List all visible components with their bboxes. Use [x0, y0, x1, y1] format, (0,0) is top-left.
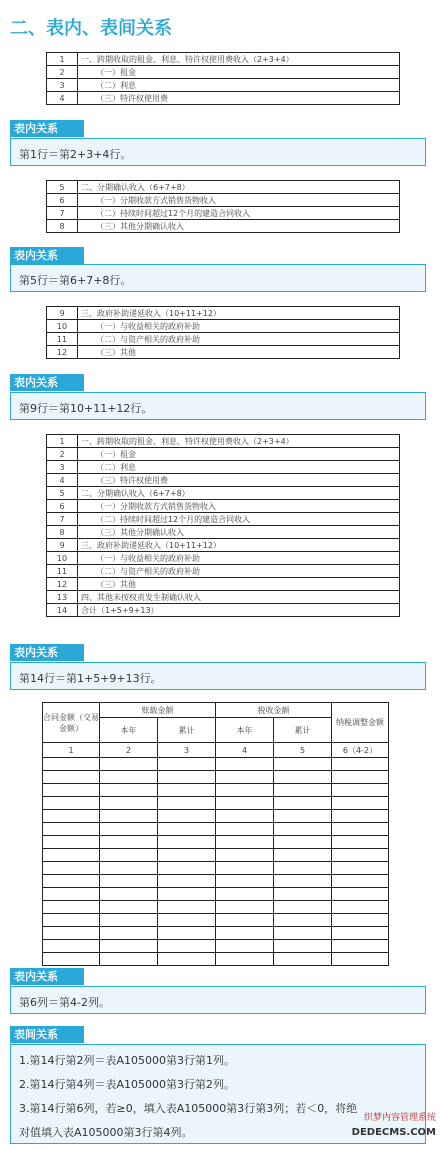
grid-cell: [158, 810, 216, 823]
grid-column-index: 5: [274, 743, 332, 758]
grid-body: [43, 758, 389, 966]
grid-cell: [216, 862, 274, 875]
row-label: 一、跨期收取的租金、利息、特许权使用费收入（2+3+4）: [78, 53, 400, 66]
grid-header-cumulative: 累计: [158, 718, 216, 743]
row-label: （三）其他分期确认收入: [78, 220, 400, 233]
inter-relation-line-3: 3.第14行第6列，若≥0，填入表A105000第3行第3列；若＜0，将绝: [19, 1102, 358, 1115]
grid-cell: [216, 849, 274, 862]
inter-relation-line-2: 2.第14行第4列＝表A105000第3行第2列。: [19, 1078, 236, 1091]
table-row: [47, 474, 400, 487]
table-row: [47, 565, 400, 578]
grid-cell: [100, 784, 158, 797]
table-row: [47, 513, 400, 526]
inter-relation-tag: 表间关系: [10, 1026, 84, 1043]
grid-blank-row: [43, 875, 389, 888]
grid-cell: [332, 888, 389, 901]
grid-cell: [216, 823, 274, 836]
row-number: 7: [47, 207, 78, 220]
table-row: [47, 66, 400, 79]
row-label: （二）持续时间超过12个月的建造合同收入: [78, 207, 400, 220]
row-number: 9: [47, 307, 78, 320]
grid-blank-row: [43, 914, 389, 927]
grid-header-book-amount: 账载金额: [100, 703, 216, 718]
line-items-table-1: [46, 52, 400, 105]
grid-cell: [274, 901, 332, 914]
row-label: （一）租金: [78, 66, 400, 79]
grid-cell: [332, 849, 389, 862]
grid-cell: [332, 953, 389, 966]
row-number: 6: [47, 194, 78, 207]
row-number: 8: [47, 220, 78, 233]
row-label: （三）其他分期确认收入: [78, 526, 400, 539]
table-row: [47, 578, 400, 591]
row-label: （二）持续时间超过12个月的建造合同收入: [78, 513, 400, 526]
grid-cell: [274, 914, 332, 927]
grid-index-row: [43, 743, 389, 758]
grid-cell: [216, 901, 274, 914]
table-row: [47, 526, 400, 539]
grid-cell: [158, 836, 216, 849]
row-label: 二、分期确认收入（6+7+8）: [78, 487, 400, 500]
grid-column-index: 4: [216, 743, 274, 758]
table-row: [47, 539, 400, 552]
grid-cell: [332, 927, 389, 940]
row-number: 1: [47, 435, 78, 448]
table-row: [47, 320, 400, 333]
table-row: [47, 591, 400, 604]
grid-cell: [100, 758, 158, 771]
grid-cell: [274, 875, 332, 888]
grid-cell: [100, 875, 158, 888]
table-row: [47, 604, 400, 617]
grid-cell: [43, 758, 100, 771]
row-number: 6: [47, 500, 78, 513]
grid-blank-row: [43, 784, 389, 797]
grid-cell: [332, 810, 389, 823]
relation-text: 第9行＝第10+11+12行。: [19, 402, 153, 415]
grid-cell: [100, 940, 158, 953]
grid-cell: [43, 862, 100, 875]
table-row: [47, 207, 400, 220]
table-row: [47, 220, 400, 233]
grid-cell: [158, 849, 216, 862]
grid-column-index: 2: [100, 743, 158, 758]
relation-text: 第5行＝第6+7+8行。: [19, 274, 132, 287]
relation-box: [10, 138, 426, 166]
grid-cell: [100, 810, 158, 823]
grid-cell: [43, 797, 100, 810]
grid-cell: [274, 797, 332, 810]
row-number: 10: [47, 320, 78, 333]
table-row: [47, 461, 400, 474]
grid-cell: [100, 927, 158, 940]
grid-cell: [274, 940, 332, 953]
row-number: 8: [47, 526, 78, 539]
row-label: （一）租金: [78, 448, 400, 461]
grid-blank-row: [43, 901, 389, 914]
row-number: 3: [47, 461, 78, 474]
grid-cell: [274, 823, 332, 836]
table-row: [47, 53, 400, 66]
grid-blank-row: [43, 849, 389, 862]
grid-cell: [332, 797, 389, 810]
grid-cell: [274, 888, 332, 901]
table-row: [47, 448, 400, 461]
row-number: 9: [47, 539, 78, 552]
grid-cell: [332, 901, 389, 914]
grid-cell: [332, 823, 389, 836]
row-number: 12: [47, 346, 78, 359]
relation-box: [10, 392, 426, 420]
grid-cell: [100, 914, 158, 927]
table-row: [47, 487, 400, 500]
table-row: [47, 181, 400, 194]
grid-cell: [274, 862, 332, 875]
table-row: [47, 194, 400, 207]
grid-column-index: 3: [158, 743, 216, 758]
grid-header-contract-amount: 合同金额（交易金额）: [43, 703, 100, 743]
grid-header-current-year: 本年: [216, 718, 274, 743]
grid-cell: [100, 823, 158, 836]
row-label: （二）利息: [78, 79, 400, 92]
watermark-line-2: DEDECMS.COM: [351, 1127, 436, 1138]
table-row: [47, 92, 400, 105]
line-items-table-combined: [46, 434, 400, 617]
grid-cell: [274, 810, 332, 823]
row-label: 合计（1+5+9+13）: [78, 604, 400, 617]
relation-tag: 表内关系: [10, 120, 84, 137]
row-number: 10: [47, 552, 78, 565]
row-number: 11: [47, 333, 78, 346]
grid-cell: [100, 888, 158, 901]
grid-cell: [100, 953, 158, 966]
grid-cell: [158, 862, 216, 875]
grid-cell: [43, 823, 100, 836]
grid-cell: [43, 836, 100, 849]
grid-cell: [158, 953, 216, 966]
row-label: 三、政府补助递延收入（10+11+12）: [78, 539, 400, 552]
grid-column-index: 1: [43, 743, 100, 758]
grid-cell: [332, 784, 389, 797]
grid-cell: [43, 914, 100, 927]
row-number: 3: [47, 79, 78, 92]
grid-cell: [43, 953, 100, 966]
row-label: （三）其他: [78, 578, 400, 591]
grid-cell: [43, 771, 100, 784]
grid-cell: [216, 771, 274, 784]
row-number: 5: [47, 487, 78, 500]
grid-blank-row: [43, 953, 389, 966]
row-label: （一）与收益相关的政府补助: [78, 552, 400, 565]
table-row: [47, 500, 400, 513]
grid-cell: [332, 875, 389, 888]
grid-blank-row: [43, 823, 389, 836]
grid-cell: [216, 875, 274, 888]
relation-tag: 表内关系: [10, 374, 84, 391]
row-label: （三）特许权使用费: [78, 474, 400, 487]
grid-cell: [158, 940, 216, 953]
inter-relation-line-4: 对值填入表A105000第3行第4列。: [19, 1126, 193, 1139]
grid-cell: [158, 888, 216, 901]
grid-blank-row: [43, 862, 389, 875]
grid-blank-row: [43, 927, 389, 940]
relation-box: [10, 986, 426, 1014]
row-number: 2: [47, 448, 78, 461]
grid-cell: [216, 940, 274, 953]
row-number: 14: [47, 604, 78, 617]
grid-blank-row: [43, 940, 389, 953]
grid-blank-row: [43, 888, 389, 901]
inter-relation-line-1: 1.第14行第2列＝表A105000第3行第1列。: [19, 1054, 236, 1067]
row-label: 二、分期确认收入（6+7+8）: [78, 181, 400, 194]
grid-blank-row: [43, 810, 389, 823]
grid-header-cumulative: 累计: [274, 718, 332, 743]
grid-cell: [216, 797, 274, 810]
row-number: 1: [47, 53, 78, 66]
grid-cell: [216, 888, 274, 901]
grid-cell: [43, 901, 100, 914]
relation-tag: 表内关系: [10, 644, 84, 661]
grid-cell: [332, 940, 389, 953]
grid-cell: [274, 953, 332, 966]
relation-box: [10, 264, 426, 292]
row-number: 5: [47, 181, 78, 194]
row-label: 四、其他未按权责发生制确认收入: [78, 591, 400, 604]
row-label: （一）与收益相关的政府补助: [78, 320, 400, 333]
adjustment-grid: [42, 702, 389, 966]
grid-cell: [100, 849, 158, 862]
grid-cell: [43, 875, 100, 888]
row-number: 4: [47, 92, 78, 105]
line-items-table-3: [46, 306, 400, 359]
grid-cell: [274, 771, 332, 784]
grid-cell: [216, 927, 274, 940]
grid-header-current-year: 本年: [100, 718, 158, 743]
row-label: （一）分期收款方式销售货物收入: [78, 194, 400, 207]
relation-text: 第1行＝第2+3+4行。: [19, 148, 132, 161]
table-row: [47, 346, 400, 359]
grid-cell: [43, 940, 100, 953]
grid-cell: [100, 771, 158, 784]
line-items-table-2: [46, 180, 400, 233]
row-label: （一）分期收款方式销售货物收入: [78, 500, 400, 513]
table-row: [47, 552, 400, 565]
grid-cell: [158, 797, 216, 810]
grid-cell: [158, 875, 216, 888]
grid-cell: [274, 836, 332, 849]
grid-blank-row: [43, 771, 389, 784]
row-number: 12: [47, 578, 78, 591]
relation-text: 第14行＝第1+5+9+13行。: [19, 672, 162, 685]
grid-cell: [43, 888, 100, 901]
row-number: 13: [47, 591, 78, 604]
relation-tag: 表内关系: [10, 968, 84, 985]
grid-cell: [43, 810, 100, 823]
row-number: 2: [47, 66, 78, 79]
grid-blank-row: [43, 836, 389, 849]
row-label: （三）其他: [78, 346, 400, 359]
grid-blank-row: [43, 797, 389, 810]
grid-cell: [43, 849, 100, 862]
grid-cell: [216, 914, 274, 927]
grid-cell: [158, 823, 216, 836]
row-label: （二）与资产相关的政府补助: [78, 565, 400, 578]
table-row: [47, 307, 400, 320]
grid-column-index: 6（4-2）: [332, 743, 389, 758]
row-number: 4: [47, 474, 78, 487]
grid-cell: [332, 771, 389, 784]
grid-cell: [216, 784, 274, 797]
grid-cell: [274, 758, 332, 771]
grid-cell: [274, 927, 332, 940]
page-heading: 二、表内、表间关系: [10, 18, 172, 39]
row-label: （三）特许权使用费: [78, 92, 400, 105]
grid-cell: [43, 784, 100, 797]
table-row: [47, 333, 400, 346]
grid-cell: [216, 953, 274, 966]
watermark: [332, 1110, 436, 1146]
grid-blank-row: [43, 758, 389, 771]
grid-cell: [158, 758, 216, 771]
row-number: 7: [47, 513, 78, 526]
watermark-line-1: 织梦内容管理系统: [363, 1113, 436, 1123]
grid-cell: [43, 927, 100, 940]
relation-text: 第6列＝第4-2列。: [19, 996, 110, 1009]
grid-cell: [216, 836, 274, 849]
grid-cell: [158, 901, 216, 914]
row-number: 11: [47, 565, 78, 578]
grid-cell: [100, 797, 158, 810]
grid-cell: [332, 836, 389, 849]
relation-tag: 表内关系: [10, 247, 84, 264]
grid-cell: [274, 784, 332, 797]
grid-cell: [100, 836, 158, 849]
row-label: 三、政府补助递延收入（10+11+12）: [78, 307, 400, 320]
grid-cell: [216, 758, 274, 771]
table-row: [47, 79, 400, 92]
table-row: [47, 435, 400, 448]
grid-cell: [216, 810, 274, 823]
grid-cell: [274, 849, 332, 862]
grid-cell: [158, 914, 216, 927]
row-label: （二）利息: [78, 461, 400, 474]
relation-box: [10, 662, 426, 690]
grid-cell: [158, 784, 216, 797]
grid-cell: [100, 901, 158, 914]
grid-cell: [158, 771, 216, 784]
grid-cell: [332, 758, 389, 771]
grid-cell: [332, 862, 389, 875]
grid-header-tax-amount: 税收金额: [216, 703, 332, 718]
row-label: （二）与资产相关的政府补助: [78, 333, 400, 346]
grid-cell: [100, 862, 158, 875]
grid-cell: [158, 927, 216, 940]
grid-cell: [332, 914, 389, 927]
row-label: 一、跨期收取的租金、利息、特许权使用费收入（2+3+4）: [78, 435, 400, 448]
grid-header-adjustment: 纳税调整金额: [332, 703, 389, 743]
